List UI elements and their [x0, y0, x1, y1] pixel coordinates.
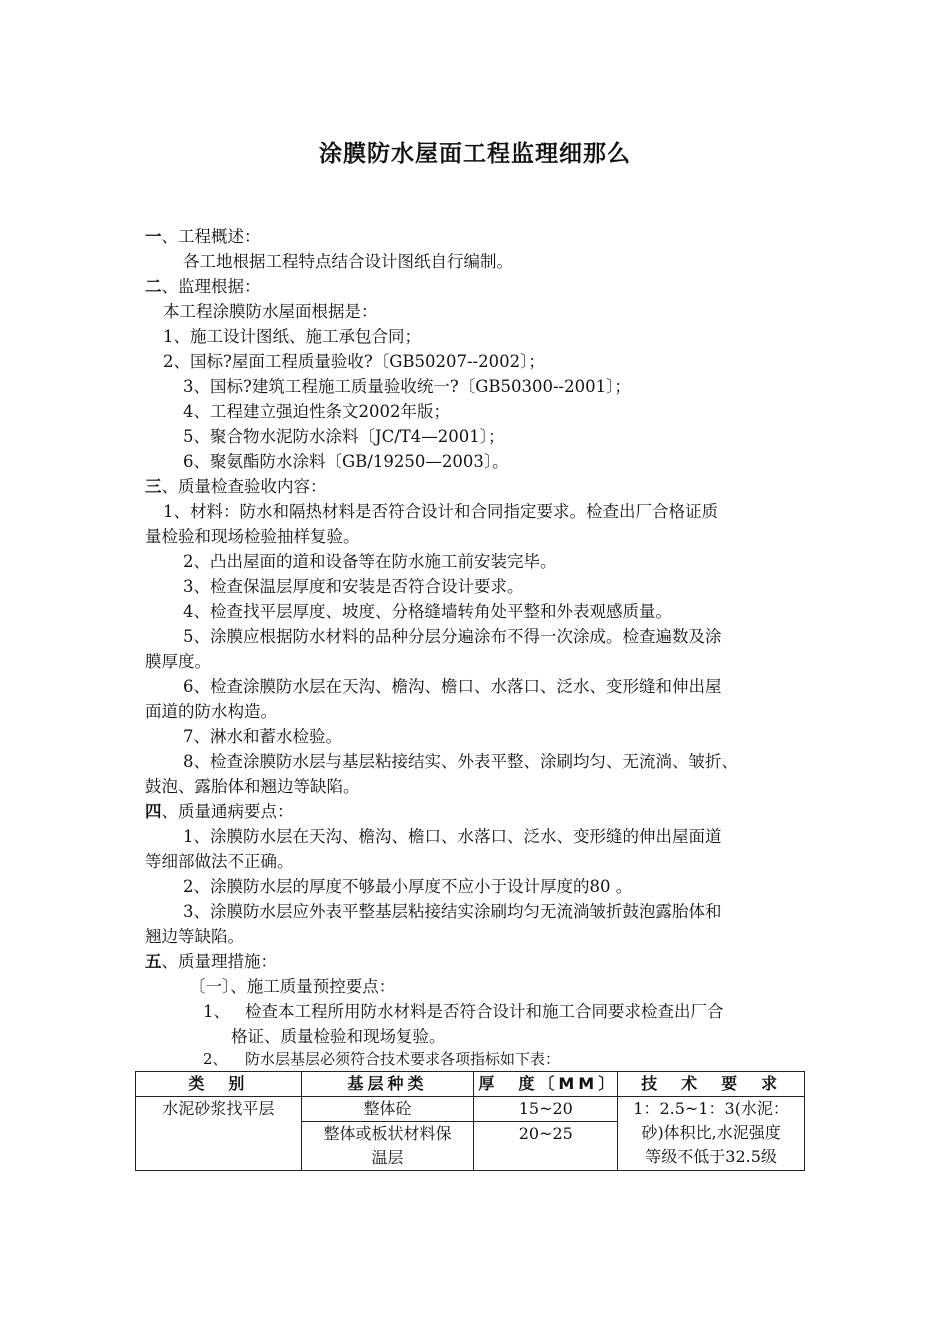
- measure-item-text: 格证、质量检验和现场复验。: [231, 1027, 446, 1046]
- inspection-line: 量检验和现场检验抽样复验。: [145, 527, 360, 546]
- section-1-body: 各工地根据工程特点结合设计图纸自行编制。: [183, 252, 513, 271]
- requirement-line: 砂)体积比,水泥强度: [641, 1123, 781, 1142]
- thickness-cell: 15~20: [474, 1097, 618, 1122]
- section-1-heading: [145, 225, 261, 249]
- measure-item-text: 检查本工程所用防水材料是否符合设计和施工合同要求检查出厂合: [245, 1002, 724, 1021]
- section-4-heading: [145, 800, 294, 824]
- category-cell: 水泥砂浆找平层: [136, 1097, 302, 1171]
- thickness-cell: 20~25: [474, 1122, 618, 1171]
- section-label: 、质量通病要点：: [161, 802, 294, 821]
- inspection-line: 5、涂膜应根据防水材料的品种分层分遍涂布不得一次涂成。检查遍数及涂: [183, 627, 722, 646]
- section-2-intro: 本工程涂膜防水屋面根据是：: [163, 302, 378, 321]
- inspection-line: 面道的防水构造。: [145, 702, 277, 721]
- column-header-thickness: 厚 度〔MM〕: [474, 1072, 618, 1097]
- section-label: 、工程概述：: [161, 227, 261, 246]
- inspection-line: 鼓泡、露胎体和翘边等缺陷。: [145, 777, 360, 796]
- requirement-line: 1：2.5~1：3(水泥：: [633, 1099, 789, 1118]
- section-label: 、监理根据：: [161, 277, 261, 296]
- basis-item: 4、工程建立强迫性条文2002年版；: [183, 402, 450, 421]
- measure-item-number: 2、: [203, 1050, 228, 1068]
- base-type-cell: 整体砼: [301, 1097, 474, 1122]
- inspection-line: 6、检查涂膜防水层在天沟、檐沟、檐口、水落口、泛水、变形缝和伸出屋: [183, 677, 722, 696]
- section-label: 、质量检查验收内容：: [161, 477, 327, 496]
- base-type-cell: [301, 1122, 474, 1171]
- defect-line: 3、涂膜防水层应外表平整基层粘接结实涂刷均匀无流淌皱折鼓泡露胎体和: [183, 902, 722, 921]
- measure-item-text: 防水层基层必须符合技术要求各项指标如下表：: [245, 1050, 561, 1068]
- subsection-heading: 〔一〕、施工质量预控要点：: [189, 977, 396, 996]
- base-type-line: 温层: [371, 1148, 404, 1167]
- section-number: 四: [145, 802, 162, 821]
- column-header-requirements: 技 术 要 求: [618, 1072, 805, 1097]
- basis-item: 1、施工设计图纸、施工承包合同；: [163, 327, 421, 346]
- basis-item: 2、国标?屋面工程质量验收?〔GB50207--2002〕；: [163, 352, 545, 371]
- section-number: 一: [145, 227, 162, 246]
- inspection-line: 1、材料：防水和隔热材料是否符合设计和合同指定要求。检查出厂合格证质: [163, 502, 718, 521]
- section-number: 三: [145, 477, 162, 496]
- column-header-base-type: 基层种类: [301, 1072, 474, 1097]
- defect-line: 翘边等缺陷。: [145, 927, 244, 946]
- measure-item-number: 1、: [203, 1002, 230, 1021]
- defect-line: 等细部做法不正确。: [145, 852, 294, 871]
- inspection-line: 4、检查找平层厚度、坡度、分格缝墙转角处平整和外表观感质量。: [183, 602, 672, 621]
- section-number: 五: [145, 952, 162, 971]
- inspection-line: 膜厚度。: [145, 652, 211, 671]
- table-row: [136, 1097, 805, 1122]
- base-type-line: 整体或板状材料保: [323, 1124, 452, 1143]
- section-3-heading: [145, 475, 327, 499]
- basis-item: 3、国标?建筑工程施工质量验收统一?〔GB50300--2001〕；: [183, 377, 631, 396]
- section-2-heading: [145, 275, 261, 299]
- basis-item: 6、聚氨酯防水涂料〔GB/19250—2003〕。: [183, 452, 509, 471]
- inspection-line: 2、凸出屋面的道和设备等在防水施工前安装完毕。: [183, 552, 557, 571]
- document-title: 涂膜防水屋面工程监理细那么: [319, 141, 631, 167]
- defect-line: 2、涂膜防水层的厚度不够最小厚度不应小于设计厚度的80 。: [183, 877, 633, 896]
- section-label: 、质量理措施：: [161, 952, 277, 971]
- section-number: 二: [145, 277, 162, 296]
- section-5-heading: [145, 950, 277, 974]
- basis-item: 5、聚合物水泥防水涂料〔JC/T4—2001〕；: [183, 427, 505, 446]
- defect-line: 1、涂膜防水层在天沟、檐沟、檐口、水落口、泛水、变形缝的伸出屋面道: [183, 827, 722, 846]
- inspection-line: 3、检查保温层厚度和安装是否符合设计要求。: [183, 577, 524, 596]
- requirements-cell: [618, 1097, 805, 1171]
- table-header-row: [136, 1072, 805, 1097]
- base-layer-spec-table: [135, 1071, 805, 1171]
- column-header-category: 类 别: [136, 1072, 302, 1097]
- requirement-line: 等级不低于32.5级: [645, 1147, 777, 1166]
- inspection-line: 8、检查涂膜防水层与基层粘接结实、外表平整、涂刷均匀、无流淌、皱折、: [183, 752, 738, 771]
- inspection-line: 7、淋水和蓄水检验。: [183, 727, 342, 746]
